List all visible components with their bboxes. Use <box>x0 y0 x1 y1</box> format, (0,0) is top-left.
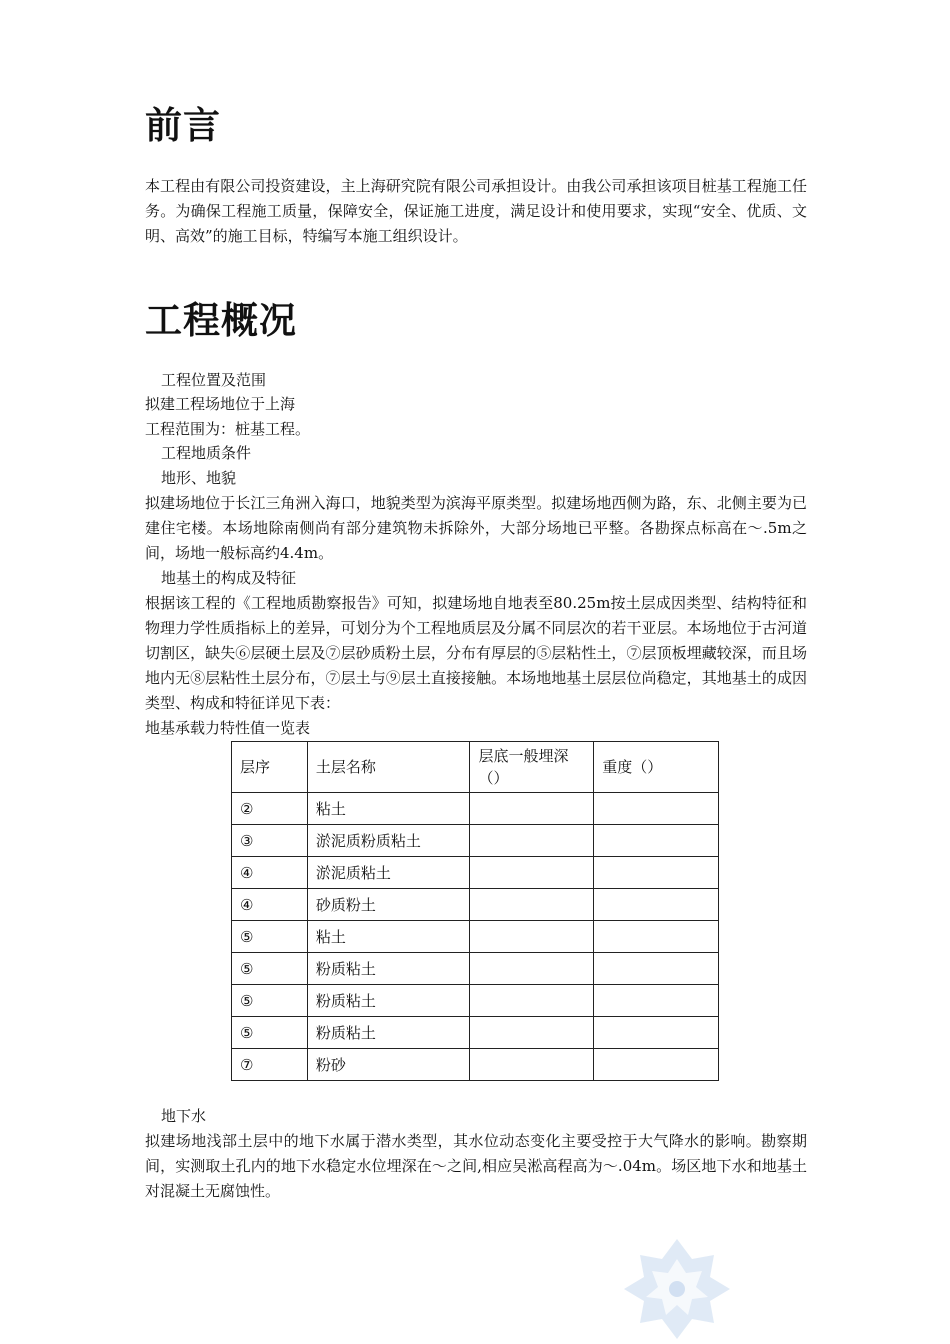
cell-name: 粉质粘土 <box>307 953 470 985</box>
table-row <box>232 953 719 985</box>
cell-seq: ③ <box>232 825 308 857</box>
cell-seq: ⑤ <box>232 953 308 985</box>
soil-heading: 地基土的构成及特征 <box>161 569 297 587</box>
cell-depth <box>470 1049 594 1081</box>
header-weight: 重度（） <box>594 742 719 793</box>
cell-name: 粘土 <box>307 793 470 825</box>
cell-weight <box>594 953 719 985</box>
cell-seq: ⑤ <box>232 921 308 953</box>
cell-weight <box>594 1049 719 1081</box>
groundwater-heading: 地下水 <box>161 1107 207 1125</box>
cell-seq: ④ <box>232 857 308 889</box>
cell-weight <box>594 921 719 953</box>
scope-line: 工程范围为：桩基工程。 <box>145 420 311 438</box>
terrain-heading: 地形、地貌 <box>161 469 237 487</box>
cell-depth <box>470 889 594 921</box>
cell-depth <box>470 793 594 825</box>
cell-name: 淤泥质粉质粘土 <box>307 825 470 857</box>
cell-depth <box>470 857 594 889</box>
location-heading: 工程位置及范围 <box>161 371 267 389</box>
bearing-capacity-table <box>231 741 719 1081</box>
cell-name: 粉质粘土 <box>307 985 470 1017</box>
watermark-logo-icon <box>622 1237 732 1341</box>
cell-seq: ② <box>232 793 308 825</box>
cell-depth <box>470 985 594 1017</box>
cell-name: 砂质粉土 <box>307 889 470 921</box>
cell-seq: ⑤ <box>232 985 308 1017</box>
cell-name: 粘土 <box>307 921 470 953</box>
cell-weight <box>594 825 719 857</box>
table-row <box>232 1017 719 1049</box>
cell-seq: ⑤ <box>232 1017 308 1049</box>
table-row <box>232 825 719 857</box>
cell-depth <box>470 921 594 953</box>
table-caption: 地基承载力特性值一览表 <box>145 719 311 737</box>
table-row <box>232 857 719 889</box>
header-depth: 层底一般埋深（） <box>470 742 594 793</box>
cell-weight <box>594 1017 719 1049</box>
table-row <box>232 889 719 921</box>
table-header-row <box>232 742 719 793</box>
cell-seq: ④ <box>232 889 308 921</box>
terrain-body: 拟建场地位于长江三角洲入海口，地貌类型为滨海平原类型。拟建场地西侧为路，东、北侧主要为已建住宅楼。本场地除南侧尚有部分建筑物未拆除外，大部分场地已平整。各勘探点标高在～.5m之间，场地一般标高约4.4m。 <box>145 494 807 562</box>
cell-weight <box>594 985 719 1017</box>
cell-seq: ⑦ <box>232 1049 308 1081</box>
table-row <box>232 1049 719 1081</box>
cell-name: 淤泥质粘土 <box>307 857 470 889</box>
table-row <box>232 921 719 953</box>
cell-weight <box>594 889 719 921</box>
table-row <box>232 793 719 825</box>
preface-title: 前言 <box>145 104 221 147</box>
soil-body: 根据该工程的《工程地质勘察报告》可知，拟建场地自地表至80.25m按土层成因类型、结构特征和物理力学性质指标上的差异，可划分为个工程地质层及分属不同层次的若干亚层。本场地位于古河道切割区，缺失⑥层硬土层及⑦层砂质粉土层，分布有厚层的⑤层粘性土，⑦层顶板埋藏较深，而且场地内无⑧层粘性土层分布，⑦层土与⑨层土直接接触。本场地地基土层层位尚稳定，其地基土的成因类型、构成和特征详见下表： <box>145 594 807 712</box>
cell-name: 粉质粘土 <box>307 1017 470 1049</box>
cell-name: 粉砂 <box>307 1049 470 1081</box>
cell-depth <box>470 1017 594 1049</box>
overview-title: 工程概况 <box>145 299 297 342</box>
cell-weight <box>594 857 719 889</box>
cell-depth <box>470 953 594 985</box>
table-row <box>232 985 719 1017</box>
location-line: 拟建工程场地位于上海 <box>145 395 296 413</box>
cell-depth <box>470 825 594 857</box>
cell-weight <box>594 793 719 825</box>
groundwater-body: 拟建场地浅部土层中的地下水属于潜水类型，其水位动态变化主要受控于大气降水的影响。勘察期间，实测取土孔内的地下水稳定水位埋深在～之间,相应吴淞高程高为～.04m。场区地下水和地基土对混凝土无腐蚀性。 <box>145 1132 807 1200</box>
header-name: 土层名称 <box>307 742 470 793</box>
preface-body: 本工程由有限公司投资建设，主上海研究院有限公司承担设计。由我公司承担该项目桩基工程施工任务。为确保工程施工质量，保障安全，保证施工进度，满足设计和使用要求，实现“安全、优质、文明、高效”的施工目标，特编写本施工组织设计。 <box>145 177 807 245</box>
header-seq: 层序 <box>232 742 308 793</box>
geology-heading: 工程地质条件 <box>161 444 252 462</box>
